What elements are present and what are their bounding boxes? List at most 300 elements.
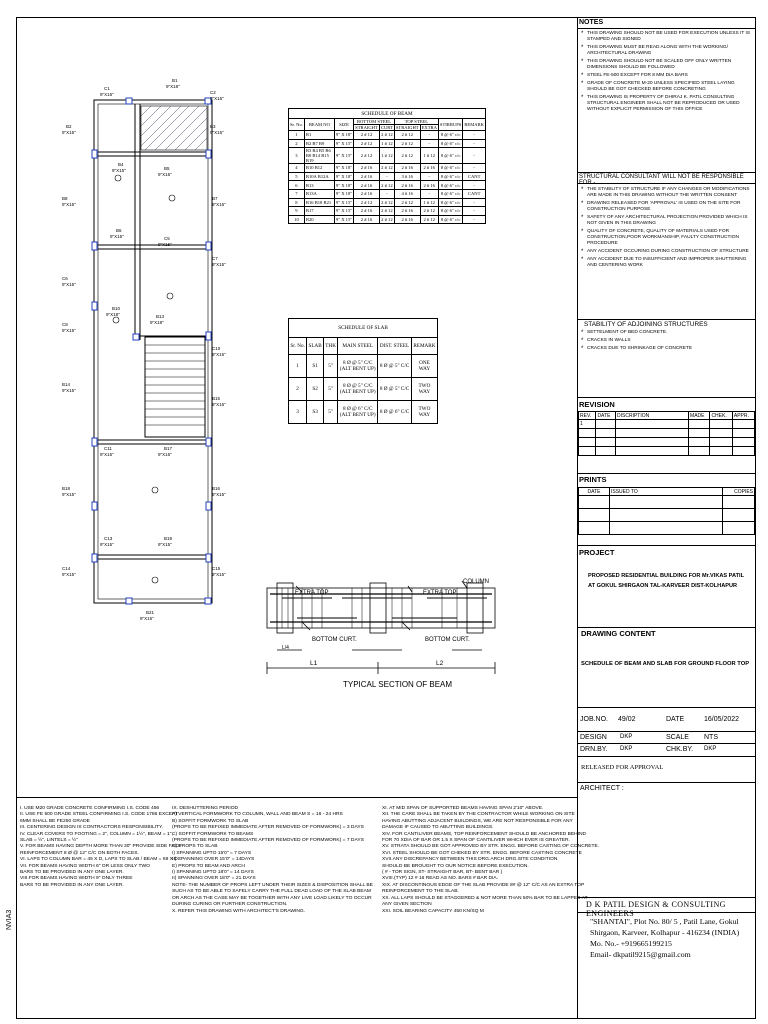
svg-text:B6: B6: [116, 228, 122, 233]
general-note-line: II) SPANNING OVER 18'0" = 21 DAYS: [172, 876, 256, 882]
beam-row: [289, 164, 486, 173]
slab-cell-text: 8 Ø @ 5" C/C: [379, 363, 410, 369]
slab-row: [289, 378, 438, 401]
general-note-line: VIII.FOR BEAMS HAVING WIDTH 9" ONLY THREE: [20, 876, 133, 882]
revision-cell: [732, 420, 754, 429]
beam-cell: 1 # 12: [381, 140, 393, 146]
general-note-line: III. CENTERING DESIGN IS CONTRACTORS RESPONSIBILITY.: [20, 825, 164, 831]
revision-cell: [616, 447, 689, 456]
drawing-content-text: SCHEDULE OF BEAM AND SLAB FOR GROUND FLOOR TOP: [581, 661, 750, 667]
general-note-line: FOR 70 XDIA OF BAR OR 1.5 X SPAN OF CANTILIVER WHICH EVER IS GREATER.: [382, 838, 570, 844]
slab-cell: [338, 401, 378, 424]
col-extra: EXTRA: [421, 125, 437, 130]
scale-label: SCALE: [666, 734, 689, 741]
revision-cell: [596, 447, 616, 456]
beam-cell: 2 # 12: [420, 207, 438, 216]
slab-cell: [378, 378, 412, 401]
prints-col-copies: COPIES: [723, 488, 755, 496]
note-item: * SETTELMENT OF BED CONCRETE.: [581, 330, 753, 336]
svg-text:9"X15": 9"X15": [212, 572, 226, 577]
beam-cell: 2 # 16: [354, 215, 380, 224]
extra-top-label-2: EXTRA TOP: [423, 590, 457, 596]
svg-text:9"X15": 9"X15": [62, 492, 76, 497]
rev-col-rev: REV.: [579, 412, 596, 420]
col-straight: STRAIGHT: [355, 125, 378, 130]
svg-text:C2: C2: [210, 90, 216, 95]
note-item: * THIS DRAWING MUST BE READ ALONG WITH THE WORKING/ ARCHITECTURAL DRAWING: [581, 45, 753, 57]
col-remark: REMARK: [463, 119, 486, 131]
date-label: DATE: [666, 716, 685, 723]
revision-cell: 1: [579, 420, 596, 429]
general-note-line: 6MM SHALL BE FE250 GRADE: [20, 818, 90, 824]
firm-name: D K PATIL DESIGN & CONSULTING ENGINEERS: [586, 900, 726, 918]
slab-cell: [307, 378, 324, 401]
revision-cell: [710, 429, 732, 438]
beam-section-title: TYPICAL SECTION OF BEAM: [343, 680, 453, 689]
note-item: * THIS DRAWING SHOULD NOT BE USED FOR EXECUTION UNLESS IT IS STAMPED AND SIGNED: [581, 31, 753, 43]
beam-cell: 9: [289, 207, 305, 216]
general-note-line: V. FOR BEAMS HAVING DEPTH MORE THAN 30" PROVIDE SIDE FACE: [20, 844, 182, 850]
svg-text:9"X15": 9"X15": [210, 130, 224, 135]
svg-text:B8: B8: [62, 196, 68, 201]
beam-cell: B1: [304, 131, 334, 140]
project-line-1: PROPOSED RESIDENTIAL BUILDING FOR Mr.VIKAS PATIL: [588, 573, 745, 579]
svg-text:9"X15": 9"X15": [62, 202, 76, 207]
beam-row: [289, 181, 486, 190]
beam-cell: -: [463, 148, 486, 164]
prints-col-issued: ISSUED TO: [610, 488, 723, 496]
svg-text:9"X15": 9"X15": [100, 452, 114, 457]
beam-cell: 2 # 12: [354, 198, 380, 207]
svg-text:9"X15": 9"X15": [212, 352, 226, 357]
slab-cell-text: S3: [312, 409, 318, 415]
beam-cell: 5: [289, 172, 305, 181]
slab-cell-text: (ALT BENT UP): [339, 412, 376, 418]
beam-cell: 9" X 15": [335, 199, 353, 205]
beam-cell: B10A B12A: [304, 172, 334, 181]
col-size: SIZE: [334, 119, 353, 131]
svg-text:9"X15": 9"X15": [158, 452, 172, 457]
col-sr: Sr. No.: [289, 119, 305, 131]
rev-col-appr: APPR.: [732, 412, 754, 420]
beam-row: [289, 198, 486, 207]
svg-text:9"X15": 9"X15": [100, 542, 114, 547]
beam-cell: 8 @ 6" c/c: [438, 189, 462, 198]
l4-label: L/4: [282, 645, 289, 651]
svg-text:9"X15": 9"X15": [112, 168, 126, 173]
beam-cell: 3 # 16: [394, 172, 420, 181]
beam-row: [289, 207, 486, 216]
svg-text:B17: B17: [164, 446, 173, 451]
beam-cell: 8 @ 6" c/c: [438, 207, 462, 216]
general-note-line: IX. DESHUTTERING PERIOD: [172, 806, 239, 811]
beam-cell: 1 # 12: [420, 148, 438, 164]
general-note-line: SLAB = ½", LINTELS = ½": [20, 838, 78, 844]
general-note-line: SUCH AS TO BE ABLE TO SAFELY CARRY THE FULL DEAD LOAD OF THE SLAB BEAM: [172, 889, 371, 895]
prints-title: PRINTS: [579, 475, 607, 484]
rev-col-made: MADE: [689, 412, 710, 420]
revision-cell: [732, 429, 754, 438]
note-item: * QUALITY OF CONCRETE, QUALITY OF MATERIALS USED FOR CONSTRUCTION,POOR WORKMANSHIP, FAULTY CONSTRUCTION PROCEDURE: [581, 229, 753, 247]
beam-cell: -: [463, 139, 486, 148]
note-item: * CRACKS IN WALLS: [581, 338, 753, 344]
general-note-line: I) SPANNING UPTO 18'0" = 14 DAYS: [172, 870, 254, 876]
beam-cell: 2 # 12: [394, 131, 420, 140]
beam-cell: 2 # 16: [354, 181, 380, 190]
slab-cell-text: WAY: [418, 389, 431, 395]
beam-cell: 3: [289, 148, 305, 164]
general-note-line: XXI. SOIL BEARING CAPACITY 450 KN/SQ M: [382, 908, 484, 914]
svg-text:9"X15": 9"X15": [212, 262, 226, 267]
beam-cell: 9" X 18": [335, 174, 353, 180]
slab-cell: [378, 355, 412, 378]
note-item: * THIS DRAWING IS PROPERTY OF DHIRAJ K. PATIL CONSULTING STRUCTURAL ENGINEER SHALL NOT BE REPRODUCED OR USED WITHOUT EXPLICIT PERMISSION OF THIS OFFICE: [581, 95, 753, 113]
project-title: PROJECT: [579, 548, 615, 557]
beam-cell: 8 @ 6" c/c: [438, 139, 462, 148]
col-top-steel: TOP STEEL: [394, 119, 438, 125]
beam-cell: 2 # 16: [394, 181, 420, 190]
svg-text:B21: B21: [146, 610, 155, 615]
general-note-line: XIX. AT DISCONTINOUS EDGE OF THE SLAB PROVIDE 8# @ 12" C/C AS AN EXTRA TOP: [382, 882, 585, 888]
framing-plan: [60, 70, 235, 630]
not-responsible-list: [581, 187, 753, 271]
beam-cell: 4: [289, 164, 305, 173]
beam-cell: B17: [304, 207, 334, 216]
firm-mobile: Mo. No.- +919665199215: [590, 939, 672, 948]
beam-cell: 6: [289, 181, 305, 190]
revision-cell: [579, 429, 596, 438]
beam-cell: -: [463, 215, 486, 224]
svg-text:9"X15": 9"X15": [158, 242, 172, 247]
general-note-line: XVII.ANY DISCREPANCY BETWEEN THIS DRG.ARCH DRG.SITE CONDITION: [382, 857, 558, 863]
beam-cell: 2 # 16: [420, 181, 438, 190]
beam-cell: -: [420, 131, 438, 140]
slab-cell-text: 5": [328, 409, 333, 415]
beam-cell: 2 # 12: [381, 182, 393, 188]
beam-cell: B20: [304, 215, 334, 224]
slab-cell-text: 8 Ø @ 5" C/C: [343, 360, 373, 366]
svg-text:B5: B5: [164, 166, 170, 171]
beam-cell: 8: [289, 198, 305, 207]
slab-col-main: MAIN STEEL: [338, 338, 378, 355]
slab-cell-text: S1: [312, 363, 318, 369]
slab-cell: [411, 355, 437, 378]
svg-text:B3: B3: [210, 124, 216, 129]
svg-text:C5: C5: [164, 236, 170, 241]
drn-value: DKP: [620, 746, 633, 752]
slab-col-remark: REMARK: [411, 338, 437, 355]
svg-text:9"X15": 9"X15": [158, 542, 172, 547]
general-note-line: VI. LAPS TO COLUMN BAR = 45 X D, LAPS TO SLAB / BEAM = 69 X D.: [20, 857, 180, 863]
svg-text:C14: C14: [62, 566, 71, 571]
beam-cell: B13: [304, 181, 334, 190]
slab-cell: [324, 401, 338, 424]
beam-row: [289, 139, 486, 148]
slab-cell: [324, 378, 338, 401]
beam-cell: -: [379, 189, 394, 198]
slab-cell-text: 5": [328, 386, 333, 392]
drawing-content-title: DRAWING CONTENT: [581, 629, 656, 638]
svg-text:9"X15": 9"X15": [62, 282, 76, 287]
beam-cell: 7: [289, 189, 305, 198]
svg-text:C10: C10: [212, 346, 221, 351]
beam-cell: 9" X 15": [334, 148, 353, 164]
beam-cell: -: [463, 181, 486, 190]
beam-cell: 9" X 15": [335, 208, 353, 214]
revision-cell: [689, 447, 710, 456]
general-note-line: XI. AT MID SPAN OF SUPPORTED BEAMS HAVING SPAN 2'10" ABOVE.: [382, 806, 544, 811]
beam-cell: 9" X 18": [335, 191, 353, 197]
revision-cell: [596, 420, 616, 429]
revision-cell: [596, 429, 616, 438]
svg-text:9"X15": 9"X15": [100, 92, 114, 97]
beam-cell: -: [463, 131, 486, 140]
svg-text:C8: C8: [62, 322, 68, 327]
general-note-line: (PROPS TO BE REFIXED IMMEDIATE AFTER REMOVED OF FORMWORK) = 3 DAYS: [172, 825, 364, 831]
svg-text:9"X15": 9"X15": [62, 388, 76, 393]
general-note-line: I. USE M20 GRADE CONCRETE CONFIRMING I.S. CODE 456: [20, 806, 160, 811]
date-value: 16/05/2022: [704, 716, 740, 723]
svg-text:9"X15": 9"X15": [158, 172, 172, 177]
note-item: * GRADE OF CONCRETE M-20 UNLESS SPECIFIED STEEL LAYING SHOULD BE GOT CHECKED BEFORE CONCRETING: [581, 81, 753, 93]
beam-cell: 9" X 15": [335, 217, 353, 223]
slab-row: [289, 401, 438, 424]
slab-cell-text: TWO: [418, 383, 431, 389]
revision-row: [579, 447, 755, 456]
general-note-line: I) SPANNING UPTO 15'0" = 7 DAYS: [172, 850, 252, 856]
prints-col-date: DATE: [579, 488, 610, 496]
beam-cell: CANT: [463, 172, 486, 181]
revision-cell: [732, 447, 754, 456]
beam-row: [289, 215, 486, 224]
revision-cell: [579, 447, 596, 456]
beam-cell: B16 B18 B21: [304, 198, 334, 207]
slab-cell: [338, 355, 378, 378]
revision-row: [579, 420, 755, 429]
slab-cell-text: 8 Ø @ 6" C/C: [379, 409, 410, 415]
beam-cell: B2 B7 B9: [304, 139, 334, 148]
general-note-line: X. REFER THIS DRAWING WITH ARCHITECT'S DRAWING.: [172, 908, 306, 914]
col-straight-top: STRAIGHT: [395, 125, 419, 130]
not-responsible-title: STRUCTURAL CONSULTANT WILL NOT BE RESPONSIBLE FOR -: [579, 174, 744, 186]
general-note-line: ( # - TOR SIGN, ST- STRAIGHT BAR, BT- BENT BAR ): [382, 870, 503, 876]
job-no-label: JOB.NO.: [580, 716, 609, 723]
rev-col-chek: CHEK.: [710, 412, 732, 420]
architect-label: ARCHITECT :: [580, 785, 624, 792]
slab-schedule-title: SCHEDULE OF SLAB: [289, 319, 438, 338]
beam-cell: CANT: [463, 189, 486, 198]
beam-cell: 2 # 16: [394, 164, 420, 173]
scale-value: NTS: [704, 734, 718, 741]
beam-cell: 2 # 12: [394, 148, 420, 164]
firm-address-line-1: "SHANTAI", Plot No. 80/ 5 , Patil Lane, Gokul: [590, 917, 739, 926]
prints-table: [578, 487, 755, 535]
beam-cell: 9" X 15": [335, 140, 353, 146]
general-note-line: REINFORCEMENT 8 Ø @ 12" C/C ON BOTH FACES.: [20, 850, 139, 856]
beam-cell: -: [420, 189, 438, 198]
revision-cell: [616, 420, 689, 429]
beam-cell: 2 # 16: [394, 207, 420, 216]
beam-cell: 2 # 16: [420, 164, 438, 173]
firm-address-line-2: Shirgaon, Karveer, Kolhapur - 416234 (INDIA): [590, 928, 740, 937]
svg-text:B14: B14: [62, 382, 71, 387]
revision-cell: [689, 438, 710, 447]
slab-cell-text: 8 Ø @ 5" C/C: [343, 383, 373, 389]
revision-table: [578, 411, 755, 456]
svg-text:9"X15": 9"X15": [62, 572, 76, 577]
beam-cell: 2 # 16: [354, 189, 380, 198]
stability-list: [581, 330, 753, 354]
general-note-line: DURING CURING OR FURTHER CONSTRUCTION.: [172, 902, 288, 908]
general-note-line: XVIII.(TYP) 12 # 16 READ AS NO. BARS # BAR DIA.: [382, 876, 499, 882]
beam-cell: 2 # 12: [381, 199, 393, 205]
beam-cell: 2: [289, 139, 305, 148]
revision-cell: [689, 420, 710, 429]
svg-text:9"X15": 9"X15": [62, 328, 76, 333]
design-value: DKP: [620, 734, 633, 740]
col-beam-no: BEAM NO: [304, 119, 334, 131]
general-note-line: D) PROPS TO SLAB: [172, 844, 218, 850]
beam-cell: 2 # 12: [381, 165, 393, 171]
bottom-curt-label-2: BOTTOM CURT.: [425, 637, 470, 643]
beam-cell: 8 @ 6" c/c: [438, 215, 462, 224]
slab-cell-text: 8 Ø @ 6" C/C: [343, 406, 373, 412]
stability-title: STABILITY OF ADJOINING STRUCTURES: [584, 321, 708, 328]
revision-cell: [616, 438, 689, 447]
revision-cell: [710, 438, 732, 447]
beam-cell: 2 # 16: [394, 215, 420, 224]
vertical-drawing-label: NVIA3: [6, 909, 13, 930]
notes-list: [581, 31, 753, 115]
note-item: * DRAWING RELEASED FOR 'APPROVAL' IS USED ON THE SITE FOR CONSTRUCTION PURPOSE: [581, 201, 753, 213]
slab-cell: [324, 355, 338, 378]
general-note-line: DAMAGE IF CAUSED TO ABUTTING BUILDINGS.: [382, 825, 494, 831]
beam-cell: 2 # 16: [354, 207, 380, 216]
firm-email: Email- dkpatil9215@gmail.com: [590, 950, 691, 959]
general-note-line: XII. THE CARE SHALL BE TAKEN BY THE CONTRACTOR WHILE WORKING ON SITE: [382, 812, 575, 818]
slab-cell: [411, 378, 437, 401]
beam-cell: 8 @ 6" c/c: [438, 164, 462, 173]
general-note-line: NOTE- THE NUMBER OF PROPS LEFT UNDER THEIR SIZES & DISPOSITION SHALL BE: [172, 882, 373, 888]
svg-text:B4: B4: [118, 162, 124, 167]
svg-text:9"X18": 9"X18": [106, 312, 120, 317]
beam-cell: 8 @ 6" c/c: [438, 198, 462, 207]
svg-text:9"X15": 9"X15": [212, 492, 226, 497]
note-item: * THIS DRAWING SHOULD NOT BE SCALED OFF ONLY WRITTEN DIMENSIONS SHOULD BE FOLLOWED: [581, 59, 753, 71]
slab-row: [289, 355, 438, 378]
rev-col-desc: DISCRIPTION: [616, 412, 689, 420]
beam-cell: B10 B12: [304, 164, 334, 173]
general-note-line: A) VERTICAL FORMWORK TO COLUMN, WALL AND BEAM S = 16 - 24 HRS: [172, 812, 343, 818]
slab-col-dist: DIST. STEEL: [378, 338, 412, 355]
col-curt: CURT: [380, 125, 393, 130]
beam-cell: 8 @ 6" c/c: [438, 181, 462, 190]
bottom-curt-label-1: BOTTOM CURT.: [312, 637, 357, 643]
svg-text:B13: B13: [156, 314, 165, 319]
svg-text:B19: B19: [164, 536, 173, 541]
svg-text:B15: B15: [212, 396, 221, 401]
general-notes-col-2: [172, 806, 373, 915]
slab-cell-text: (ALT BENT UP): [339, 366, 376, 372]
beam-cell: 2 # 12: [381, 132, 393, 138]
beam-cell: 2 # 16: [354, 172, 380, 181]
revision-cell: [616, 429, 689, 438]
beam-cell: 9" X 18": [335, 132, 353, 138]
release-status: RELEASED FOR APPROVAL: [581, 764, 664, 771]
beam-cell: 1 # 12: [420, 198, 438, 207]
revision-cell: [579, 438, 596, 447]
firm-address: [590, 916, 739, 960]
chk-label: CHK.BY.: [666, 746, 694, 753]
beam-row: [289, 148, 486, 164]
revision-row: [579, 429, 755, 438]
beam-cell: 2 # 16: [354, 164, 380, 173]
svg-text:C6: C6: [62, 276, 68, 281]
revision-title: REVISION: [579, 400, 615, 409]
svg-text:B1: B1: [172, 78, 178, 83]
slab-cell-text: (ALT BENT UP): [339, 389, 376, 395]
beam-row: [289, 172, 486, 181]
slab-col-slab: SLAB: [307, 338, 324, 355]
beam-cell: 8 @ 6" c/c: [438, 148, 462, 164]
revision-cell: [710, 420, 732, 429]
beam-cell: 2 # 12: [354, 139, 380, 148]
svg-text:9"X15": 9"X15": [212, 202, 226, 207]
note-item: * CRACKS DUE TO SHRINKAGE OF CONCRETE: [581, 346, 753, 352]
slab-cell: [411, 401, 437, 424]
beam-cell: 2 # 12: [354, 131, 380, 140]
slab-cell: [378, 401, 412, 424]
svg-text:C13: C13: [104, 536, 113, 541]
slab-cell: [307, 355, 324, 378]
beam-cell: 2 # 12: [381, 217, 393, 223]
beam-cell: -: [420, 172, 438, 181]
slab-cell-text: 5": [328, 363, 333, 369]
beam-row: [289, 131, 486, 140]
general-note-line: XIV. FOR CANTILIVER BEAMS, TOP REINFORCEMENT SHOULD BE ANCHORED BEHIND: [382, 831, 587, 837]
beam-cell: 9" X 18": [335, 165, 353, 171]
general-note-line: E) PROPS TO BEAM AND ARCH: [172, 863, 245, 869]
svg-text:9"X15": 9"X15": [210, 96, 224, 101]
slab-cell-text: WAY: [418, 366, 431, 372]
col-stirrups: STIRRUPS: [438, 119, 462, 131]
svg-text:B10: B10: [112, 306, 121, 311]
drn-label: DRN.BY.: [580, 746, 608, 753]
svg-text:B18: B18: [62, 486, 71, 491]
column-label: COLUMN: [463, 579, 490, 585]
svg-text:9"X15": 9"X15": [62, 130, 76, 135]
general-note-line: SHOULD BE BROUGHT TO OUR NOTICE BEFORE EXECUTION.: [382, 863, 529, 869]
note-item: * THE STABILITY OF STRUCTURE IF ANY CHANGES OR MODIFICATIONS ARE MADE IN THIS DRAWING WITHOUT THE WRITTEN CONSENT: [581, 187, 753, 199]
slab-cell: [289, 401, 307, 424]
general-note-line: BARS TO BE PROVIDED IN ANY ONE LAYER.: [20, 882, 124, 888]
beam-cell: B3 B4 B5 B6 B8 B14 B15 B19: [304, 148, 334, 164]
general-note-line: BARS TO BE PROVIDED IN ANY ONE LAYER.: [20, 870, 124, 876]
svg-text:9"X15": 9"X15": [110, 234, 124, 239]
general-note-line: HAVING ABUTTING ADJACENT BUILDINGS, WE ARE NOT RESPONSIBLE FOR ANY: [382, 818, 573, 824]
general-note-line: B) SOFFIT FORMWORK TO SLAB: [172, 818, 249, 824]
svg-text:B2: B2: [66, 124, 72, 129]
note-item: * STEEL FE-500 EXCEPT FOR 8 MM DIA BARS: [581, 73, 753, 79]
slab-cell-text: TWO: [418, 406, 431, 412]
general-note-line: XVI. STEEL SHOULD BE GOT CHEKED BY STR. ENGG. BEFORE CASTING CONCRETE: [382, 850, 582, 856]
general-notes-divider: [16, 797, 577, 798]
beam-cell: 1 # 12: [379, 148, 394, 164]
beam-cell: 2 # 12: [394, 198, 420, 207]
beam-cell: 10: [289, 215, 305, 224]
beam-cell: 1: [289, 131, 305, 140]
beam-row: [289, 189, 486, 198]
